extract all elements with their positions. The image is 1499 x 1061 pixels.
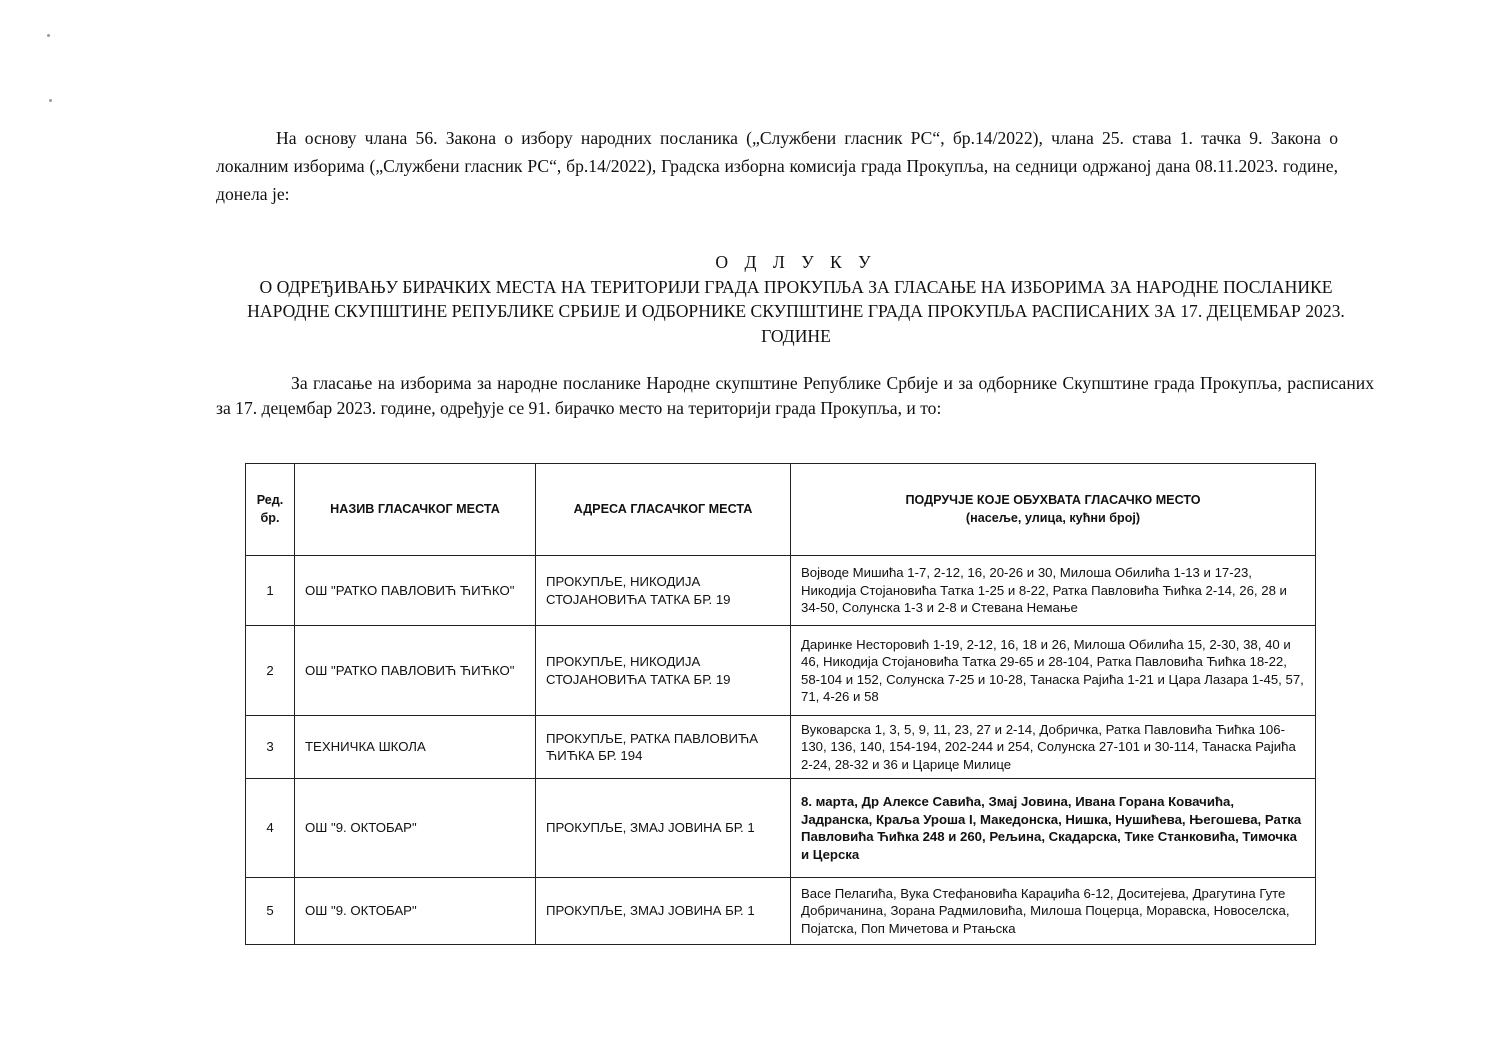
header-area-subtitle: (насеље, улица, кућни број)	[965, 510, 1141, 525]
row-area: Војводе Мишића 1-7, 2-12, 16, 20-26 и 30, Милоша Обилића 1-13 и 17-23, Никодија Стојановића Татка 1-25 и 8-22, Ратка Павловића Ћићка 2-14, 26, 28 и 34-50, Солунска 1-3 и 2-8 и Стевана Немање	[791, 556, 1316, 626]
decision-kind: О Д Л У К У	[715, 252, 877, 272]
row-num: 5	[246, 878, 295, 945]
table-row	[246, 556, 1316, 626]
header-area-title: ПОДРУЧЈЕ КОЈЕ ОБУХВАТА ГЛАСАЧКО МЕСТО	[905, 493, 1201, 507]
table-row	[246, 716, 1316, 779]
row-address: ПРОКУПЉЕ, ЗМАЈ ЈОВИНА БР. 1	[536, 779, 791, 878]
table-row	[246, 878, 1316, 945]
header-area	[791, 464, 1316, 556]
row-address: ПРОКУПЉЕ, ЗМАЈ ЈОВИНА БР. 1	[536, 878, 791, 945]
row-name: ОШ "РАТКО ПАВЛОВИЋ ЋИЋКО"	[295, 556, 536, 626]
scan-speck	[49, 99, 52, 102]
row-area: Даринке Несторовић 1-19, 2-12, 16, 18 и 26, Милоша Обилића 15, 2-30, 38, 40 и 46, Никодија Стојановића Татка 29-65 и 28-104, Ратка Павловића Ћићка 18-22, 58-104 и 152, Солунска 7-25 и 10-28, Танаска Рајића 1-21 и Цара Лазара 1-45, 57, 71, 4-26 и 58	[791, 626, 1316, 716]
header-address: АДРЕСА ГЛАСАЧКОГ МЕСТА	[536, 464, 791, 556]
decision-title: О ОДРЕЂИВАЊУ БИРАЧКИХ МЕСТА НА ТЕРИТОРИЈИ ГРАДА ПРОКУПЉА ЗА ГЛАСАЊЕ НА ИЗБОРИМА ЗА НАРОДНЕ ПОСЛАНИКЕ НАРОДНЕ СКУПШТИНЕ РЕПУБЛИКЕ СРБИЈЕ И ОДБОРНИКЕ СКУПШТИНЕ ГРАДА ПРОКУПЉА РАСПИСАНИХ ЗА 17. ДЕЦЕМБАР 2023. ГОДИНЕ	[247, 276, 1345, 346]
row-num: 4	[246, 779, 295, 878]
row-name: ОШ "9. ОКТОБАР"	[295, 779, 536, 878]
table-row	[246, 626, 1316, 716]
polling-places-table	[245, 463, 1316, 945]
row-num: 3	[246, 716, 295, 779]
row-area: Васе Пелагића, Вука Стефановића Караџића 6-12, Доситејева, Драгутина Гуте Добричанина, Зорана Радмиловића, Милоша Поцерца, Моравска, Новоселска, Појатска, Поп Мичетова и Ртањска	[791, 878, 1316, 945]
scan-speck	[47, 34, 50, 37]
row-num: 1	[246, 556, 295, 626]
table-header-row	[246, 464, 1316, 556]
header-name: НАЗИВ ГЛАСАЧКОГ МЕСТА	[295, 464, 536, 556]
row-area: Вуковарска 1, 3, 5, 9, 11, 23, 27 и 2-14, Добричка, Ратка Павловића Ћићка 106-130, 136, 140, 154-194, 202-244 и 254, Солунска 27-101 и 30-114, Танаска Рајића 2-24, 28-32 и 36 и Царице Милице	[791, 716, 1316, 779]
row-area: 8. марта, Др Алексе Савића, Змај Јовина, Ивана Горана Ковачића, Јадранска, Краља Уроша I, Македонска, Нишка, Нушићева, Његошева, Ратка Павловића Ћићка 248 и 260, Рељина, Скадарска, Тике Станковића, Тимочка и Церска	[791, 779, 1316, 878]
decision-heading	[216, 250, 1376, 348]
row-address: ПРОКУПЉЕ, РАТКА ПАВЛОВИЋА ЋИЋКА БР. 194	[536, 716, 791, 779]
row-name: ОШ "9. ОКТОБАР"	[295, 878, 536, 945]
intro-paragraph: На основу члана 56. Закона о избору народних посланика („Службени гласник РС“, бр.14/2022), члана 25. става 1. тачка 9. Закона о локалним изборима („Службени гласник РС“, бр.14/2022), Градска изборна комисија града Прокупља, на седници одржаној дана 08.11.2023. године, донела је:	[216, 128, 1338, 204]
row-name: ТЕХНИЧКА ШКОЛА	[295, 716, 536, 779]
row-name: ОШ "РАТКО ПАВЛОВИЋ ЋИЋКО"	[295, 626, 536, 716]
body-paragraph: За гласање на изборима за народне посланике Народне скупштине Републике Србије и за одборнике Скупштине града Прокупља, расписаних за 17. децембар 2023. године, одређује се 91. бирачко место на територији града Прокупља, и то:	[216, 373, 1374, 418]
row-address: ПРОКУПЉЕ, НИКОДИЈА СТОЈАНОВИЋА ТАТКА БР. 19	[536, 626, 791, 716]
row-num: 2	[246, 626, 295, 716]
table-row	[246, 779, 1316, 878]
row-address: ПРОКУПЉЕ, НИКОДИЈА СТОЈАНОВИЋА ТАТКА БР. 19	[536, 556, 791, 626]
header-num: Ред. бр.	[246, 464, 295, 556]
